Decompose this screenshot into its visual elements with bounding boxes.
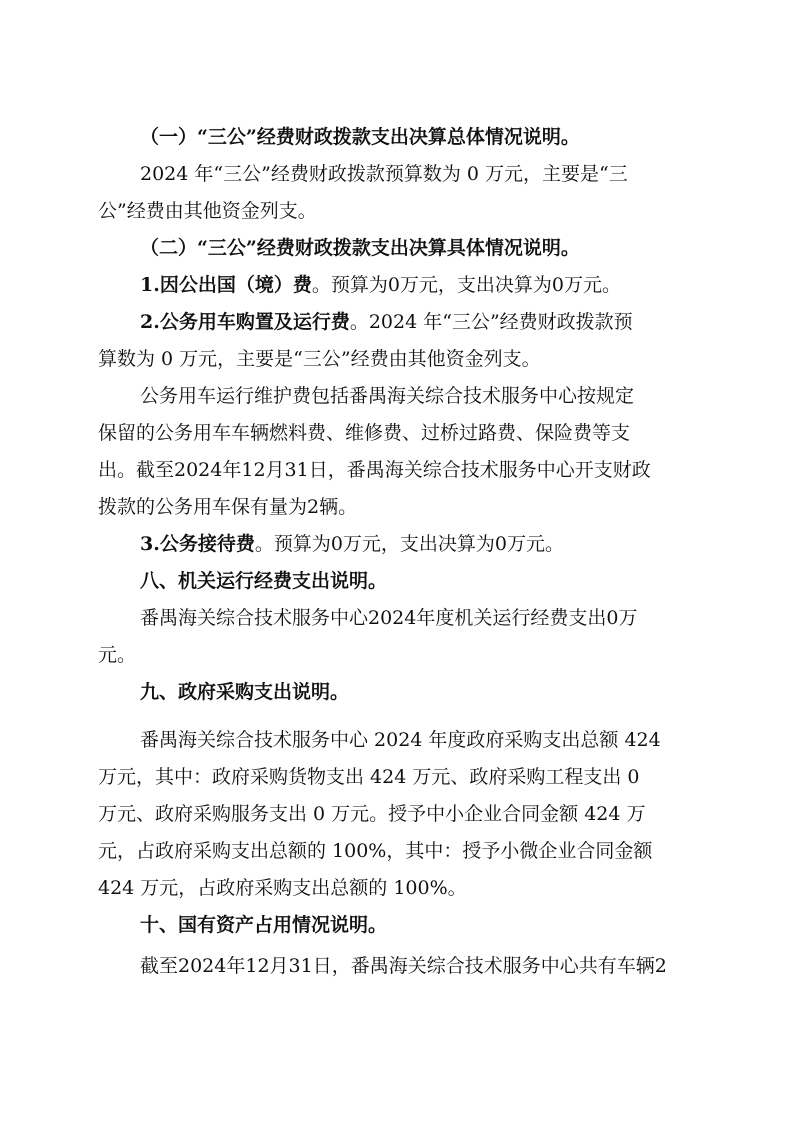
document-page: （一）“三公”经费财政拨款支出决算总体情况说明。 2024 年“三公”经费财政拨款预算数为 0 万元，主要是“三 公”经费由其他资金列支。 （二）“三公”经费财政拨款支出决算具体情况说明。 1.因公出国（境）费。预算为0万元，支出决算为0万元。 2.公务用车购置及运行费。2024 年“三公”经费财政拨款预 算数为 0 万元，主要是“三公”经费由其他资金列支。 公务用车运行维护费包括番禺海关综合技术服务中心按规定 保留的公务用车车辆燃料费、维修费、过桥过路费、保险费等支 出。截至2024年12月31日，番禺海关综合技术服务中心开支财政 拨款的公务用车保有量为2辆。 3.公务接待费。预算为0万元，支出决算为0万元。 八、机关运行经费支出说明。 番禺海关综合技术服务中心2024年度机关运行经费支出0万 元。 九、政府采购支出说明。 番禺海关综合技术服务中心 2024 年度政府采购支出总额 424 万元，其中：政府采购货物支出 424 万元、政府采购工程支出 0 万元、政府采购服务支出 0 万元。授予中小企业合同金额 424 万 元，占政府采购支出总额的 100%，其中：授予小微企业合同金额 424 万元，占政府采购支出总额的 100%。 十、国有资产占用情况说明。 截至2024年12月31日，番禺海关综合技术服务中心共有车辆2 xyxy=(98,126,667,977)
item-3-label: 3.公务接待费 xyxy=(140,533,255,555)
item-1-text: 。预算为0万元，支出决算为0万元。 xyxy=(311,274,622,296)
item-3-text: 。预算为0万元，支出决算为0万元。 xyxy=(254,533,565,555)
item-2-text: 。2024 年“三公”经费财政拨款预 xyxy=(349,311,633,333)
item-2-label: 2.公务用车购置及运行费 xyxy=(140,311,350,333)
item-1-label: 1.因公出国（境）费 xyxy=(140,274,312,296)
